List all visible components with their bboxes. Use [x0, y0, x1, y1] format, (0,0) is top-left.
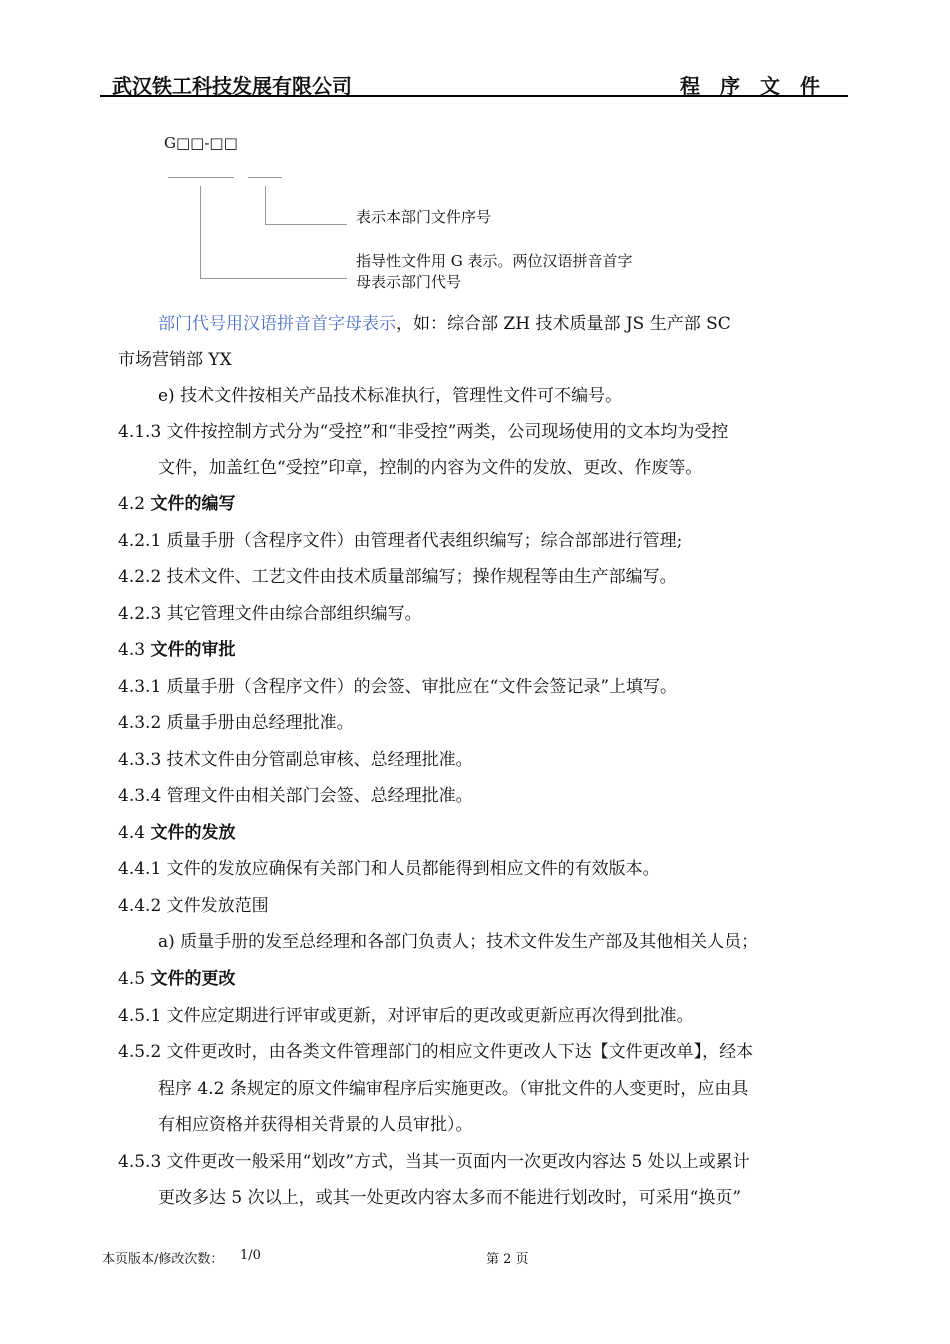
para-4-1-3-line-2: 文件，加盖红色“受控”印章，控制的内容为文件的发放、更改、作废等。 — [158, 458, 703, 478]
diagram-connector-dept-h — [200, 278, 347, 279]
heading-4-4-title: 文件的发放 — [150, 823, 236, 843]
para-4-4-2: 4.4.2 文件发放范围 — [118, 896, 269, 916]
diagram-connector-seq-h — [265, 224, 347, 225]
heading-4-3 — [118, 638, 235, 662]
para-4-5-2-line-2: 程序 4.2 条规定的原文件编审程序后实施更改。（审批文件的人变更时，应由具 — [158, 1079, 749, 1099]
para-4-5-2-line-1: 4.5.2 文件更改时，由各类文件管理部门的相应文件更改人下达【文件更改单】，经本 — [118, 1042, 754, 1062]
heading-4-4-number: 4.4 — [118, 823, 151, 843]
para-4-2-2: 4.2.2 技术文件、工艺文件由技术质量部编写；操作规程等由生产部编写。 — [118, 567, 677, 587]
diagram-underline-dept — [168, 177, 234, 178]
dept-code-highlight: 部门代号用汉语拼音首字母表示 — [158, 314, 396, 334]
heading-4-5-title: 文件的更改 — [150, 969, 236, 989]
document-type: 程 序 文 件 — [680, 74, 820, 98]
footer-page-number: 第 2 页 — [486, 1252, 529, 1267]
para-4-3-2: 4.3.2 质量手册由总经理批准。 — [118, 713, 354, 733]
dept-code-rest: ，如：综合部 ZH 技术质量部 JS 生产部 SC — [396, 314, 731, 334]
dept-code-line — [158, 312, 731, 336]
diagram-label-dept-1: 指导性文件用 G 表示。两位汉语拼音首字 — [356, 252, 633, 270]
diagram-connector-seq-v — [265, 186, 266, 224]
para-4-5-3-line-2: 更改多达 5 次以上，或其一处更改内容太多而不能进行划改时，可采用“换页” — [158, 1188, 742, 1208]
footer-version-value: 1/0 — [240, 1248, 261, 1263]
para-4-4-1: 4.4.1 文件的发放应确保有关部门和人员都能得到相应文件的有效版本。 — [118, 859, 660, 879]
para-4-3-3: 4.3.3 技术文件由分管副总审核、总经理批准。 — [118, 750, 473, 770]
heading-4-2 — [118, 492, 235, 516]
heading-4-4 — [118, 821, 235, 845]
diagram-underline-seq — [248, 177, 282, 178]
heading-4-2-title: 文件的编写 — [150, 494, 236, 514]
heading-4-5 — [118, 967, 235, 991]
company-name: 武汉铁工科技发展有限公司 — [112, 74, 352, 98]
heading-4-3-title: 文件的审批 — [150, 640, 236, 660]
para-4-4-2-a: a) 质量手册的发至总经理和各部门负责人；技术文件发生产部及其他相关人员； — [158, 932, 759, 952]
item-e: e) 技术文件按相关产品技术标准执行，管理性文件可不编号。 — [158, 386, 623, 406]
heading-4-2-number: 4.2 — [118, 494, 151, 514]
para-4-3-1: 4.3.1 质量手册（含程序文件）的会签、审批应在“文件会签记录”上填写。 — [118, 677, 678, 697]
footer-version-label: 本页版本/修改次数： — [102, 1252, 224, 1267]
para-4-1-3-line-1: 4.1.3 文件按控制方式分为“受控”和“非受控”两类，公司现场使用的文本均为受控 — [118, 422, 729, 442]
diagram-label-dept-2: 母表示部门代号 — [356, 273, 462, 291]
dept-code-line-2: 市场营销部 YX — [118, 350, 232, 370]
code-format: G□□-□□ — [164, 134, 238, 152]
header-rule — [100, 95, 848, 97]
diagram-label-seq: 表示本部门文件序号 — [356, 208, 492, 226]
para-4-5-2-line-3: 有相应资格并获得相关背景的人员审批）。 — [158, 1115, 473, 1135]
heading-4-5-number: 4.5 — [118, 969, 151, 989]
para-4-5-3-line-1: 4.5.3 文件更改一般采用“划改”方式，当其一页面内一次更改内容达 5 处以上或累计 — [118, 1152, 750, 1172]
heading-4-3-number: 4.3 — [118, 640, 151, 660]
para-4-3-4: 4.3.4 管理文件由相关部门会签、总经理批准。 — [118, 786, 473, 806]
para-4-2-3: 4.2.3 其它管理文件由综合部组织编写。 — [118, 604, 422, 624]
para-4-5-1: 4.5.1 文件应定期进行评审或更新，对评审后的更改或更新应再次得到批准。 — [118, 1006, 694, 1026]
para-4-2-1: 4.2.1 质量手册（含程序文件）由管理者代表组织编写；综合部部进行管理; — [118, 531, 683, 551]
diagram-connector-dept-v — [200, 186, 201, 278]
